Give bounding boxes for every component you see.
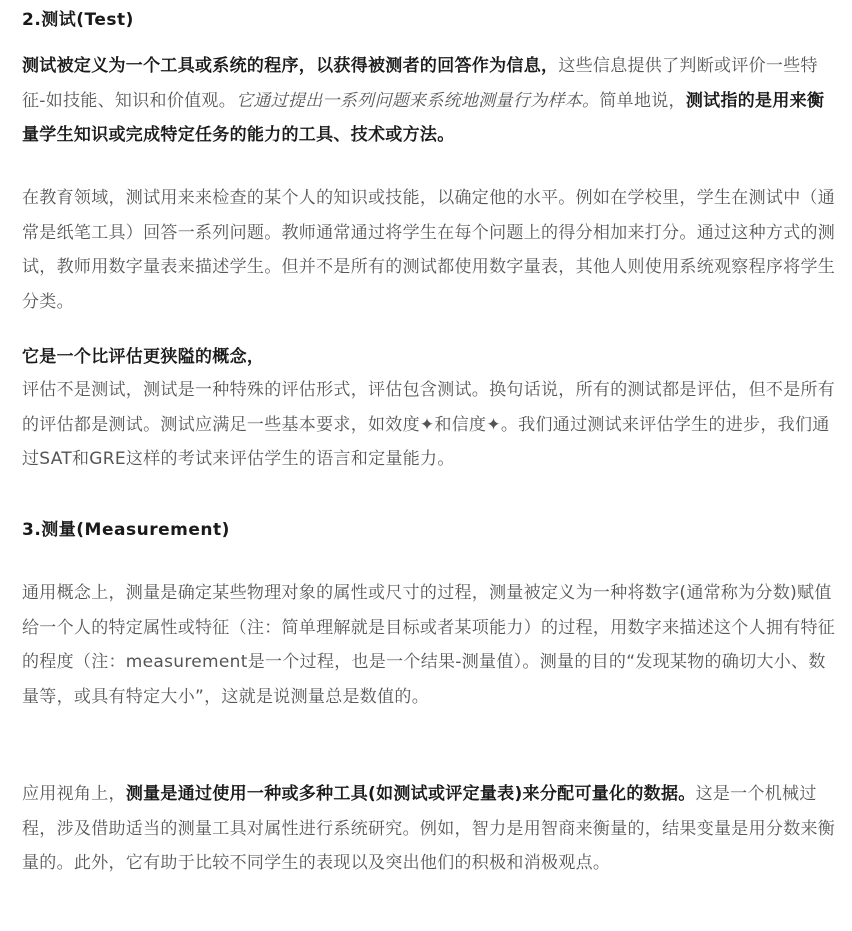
paragraph-test-vs-assessment: 评估不是测试，测试是一种特殊的评估形式，评估包含测试。换句话说，所有的测试都是评估，但不是所有的评估都是测试。测试应满足一些基本要求，如效度✦和信度✦。我们通过测试来评估学生的进步，我们通过SAT和GRE这样的考试来评估学生的语言和定量能力。	[22, 380, 836, 469]
plain-text: 这是一个机械过程，涉及借助适当的测量工具对属性进行系统研究。例如，智力是用智商来衡量的，结果变量是用分数来衡量的。此外，它有助于比较不同学生的表现以及突出他们的积极和消极观点。	[22, 784, 836, 873]
plain-text: 应用视角上，	[22, 784, 126, 804]
section-heading-test: 2.测试(Test)	[22, 10, 134, 30]
paragraph-measurement-applied	[22, 777, 840, 881]
plain-text: 简单地说，	[599, 90, 686, 111]
paragraph-measurement-general: 通用概念上，测量是确定某些物理对象的属性或尺寸的过程，测量被定义为一种将数字(通常称为分数)赋值给一个人的特定属性或特征（注：简单理解就是目标或者某项能力）的过程，用数字来描述这个人拥有特征的程度（注：measurement是一个过程，也是一个结果-测量值）。测量的目的“发现某物的确切大小、数量等，或具有特定大小”，这就是说测量总是数值的。	[22, 583, 836, 707]
paragraph-test-definition	[22, 49, 840, 153]
bold-text: 测试被定义为一个工具或系统的程序，以获得被测者的回答作为信息，	[22, 56, 559, 76]
section-heading-measurement: 3.测量(Measurement)	[22, 520, 230, 540]
plain-text: 这些信息提供了判断或评价一些特征-如技能、知识和价值观。	[22, 56, 818, 111]
paragraph-subtitle-narrow-concept: 它是一个比评估更狭隘的概念，	[22, 347, 265, 367]
italic-text: 它通过提出一系列问题来系统地测量行为样本。	[236, 90, 600, 111]
bold-text: 测量是通过使用一种或多种工具(如测试或评定量表)来分配可量化的数据。	[125, 784, 696, 804]
bold-text: 测试指的是用来衡量学生知识或完成特定任务的能力的工具、技术或方法。	[22, 90, 825, 145]
paragraph-test-education: 在教育领域，测试用来来检查的某个人的知识或技能，以确定他的水平。例如在学校里，学生在测试中（通常是纸笔工具）回答一系列问题。教师通常通过将学生在每个问题上的得分相加来打分。通过这种方式的测试，教师用数字量表来描述学生。但并不是所有的测试都使用数字量表，其他人则使用系统观察程序将学生分类。	[22, 188, 836, 312]
